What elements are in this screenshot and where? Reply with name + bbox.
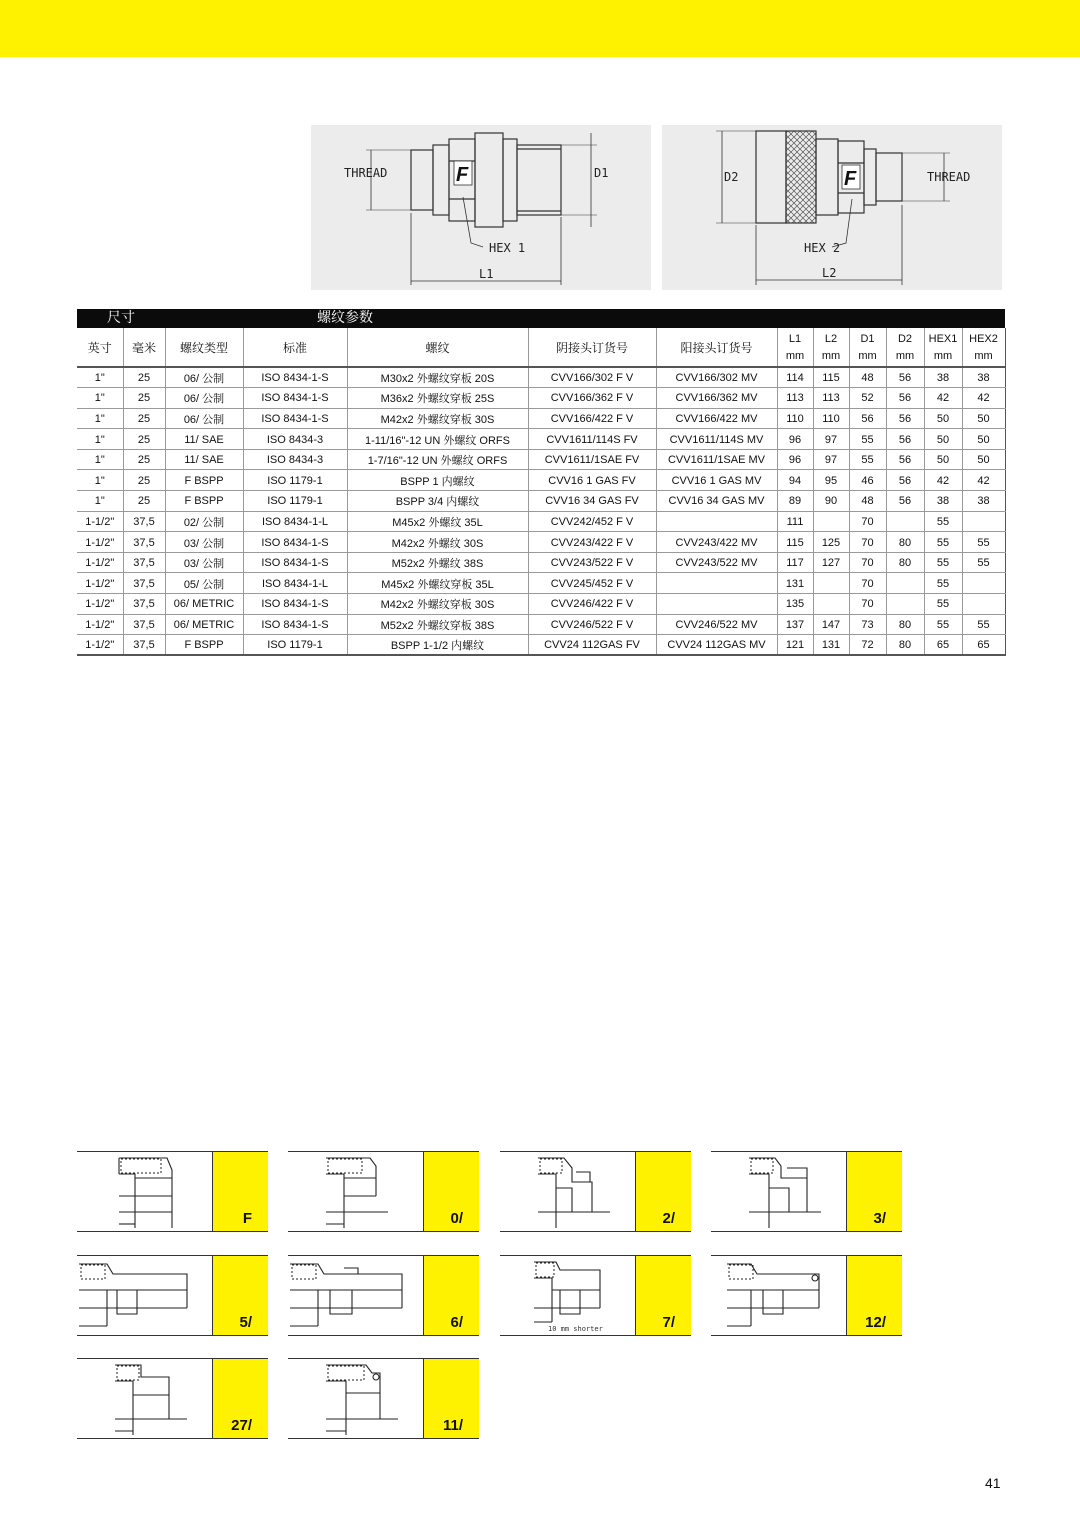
thread-code: 3/	[873, 1210, 886, 1227]
thread-type-card	[500, 1151, 691, 1232]
thread-group-title: 螺纹参数	[317, 310, 373, 326]
table-cell: CVV1611/114S FV	[528, 429, 656, 450]
table-cell: CVV242/452 F V	[528, 511, 656, 532]
table-cell: 70	[849, 573, 886, 594]
col-l1: L1 mm	[777, 328, 813, 367]
col-male-order: 阳接头订货号	[656, 328, 777, 367]
table-cell: 1"	[77, 367, 123, 388]
table-cell: 89	[777, 491, 813, 512]
table-cell: 115	[777, 532, 813, 553]
table-cell: CVV16 34 GAS FV	[528, 491, 656, 512]
table-cell: 50	[924, 429, 962, 450]
table-cell: 117	[777, 552, 813, 573]
table-cell: 97	[813, 429, 849, 450]
table-cell: 1-7/16"-12 UN 外螺纹 ORFS	[347, 449, 528, 470]
table-cell: 25	[123, 388, 165, 409]
table-cell: 38	[924, 367, 962, 388]
table-cell: 115	[813, 367, 849, 388]
col-female-order: 阴接头订货号	[528, 328, 656, 367]
table-cell	[962, 511, 1005, 532]
thread-note: 10 mm shorter	[548, 1325, 603, 1333]
thread-code: 2/	[662, 1210, 675, 1227]
table-cell: 55	[849, 449, 886, 470]
col-mm: 毫米	[123, 328, 165, 367]
table-cell: M30x2 外螺纹穿板 20S	[347, 367, 528, 388]
table-cell: 50	[962, 449, 1005, 470]
table-cell: 1"	[77, 388, 123, 409]
table-cell: 1-1/2"	[77, 511, 123, 532]
table-cell: 55	[924, 511, 962, 532]
table-cell: 11/ SAE	[165, 429, 243, 450]
brand-badge: F	[456, 164, 469, 186]
table-cell: 06/ 公制	[165, 408, 243, 429]
table-cell: CVV1611/1SAE FV	[528, 449, 656, 470]
thread-code: 5/	[239, 1314, 252, 1331]
brand-badge: F	[844, 168, 857, 190]
table-cell: 80	[886, 614, 924, 635]
table-row	[77, 408, 1005, 429]
table-cell: 06/ 公制	[165, 388, 243, 409]
table-cell: M42x2 外螺纹 30S	[347, 532, 528, 553]
table-cell: ISO 8434-1-S	[243, 594, 347, 615]
table-cell: 70	[849, 511, 886, 532]
table-cell: 65	[924, 635, 962, 656]
table-cell: 94	[777, 470, 813, 491]
table-cell: 135	[777, 594, 813, 615]
table-cell: 1-1/2"	[77, 552, 123, 573]
table-cell: ISO 8434-1-S	[243, 388, 347, 409]
table-cell: 06/ METRIC	[165, 594, 243, 615]
table-cell: 1"	[77, 449, 123, 470]
table-cell: 37,5	[123, 552, 165, 573]
table-cell: 1-11/16"-12 UN 外螺纹 ORFS	[347, 429, 528, 450]
table-cell: 80	[886, 552, 924, 573]
table-cell: 50	[924, 449, 962, 470]
table-cell: 70	[849, 532, 886, 553]
table-row	[77, 388, 1005, 409]
table-cell	[813, 573, 849, 594]
thread-code: 6/	[450, 1314, 463, 1331]
header-yellow-band	[0, 0, 1080, 57]
table-cell: ISO 8434-1-L	[243, 573, 347, 594]
thread-type-card	[77, 1151, 268, 1232]
table-cell: M52x2 外螺纹穿板 38S	[347, 614, 528, 635]
table-cell	[886, 594, 924, 615]
table-cell: 55	[924, 614, 962, 635]
table-cell: 50	[924, 408, 962, 429]
table-cell: 06/ METRIC	[165, 614, 243, 635]
thread-code: 11/	[442, 1417, 463, 1434]
table-cell: 90	[813, 491, 849, 512]
table-cell: 70	[849, 552, 886, 573]
table-cell: 56	[886, 491, 924, 512]
thread-code: F	[242, 1210, 252, 1227]
table-cell: ISO 8434-3	[243, 429, 347, 450]
table-cell: CVV166/422 F V	[528, 408, 656, 429]
thread-type-card	[500, 1255, 691, 1336]
table-cell: M42x2 外螺纹穿板 30S	[347, 408, 528, 429]
table-cell: 48	[849, 491, 886, 512]
col-d2: D2 mm	[886, 328, 924, 367]
table-cell: 37,5	[123, 594, 165, 615]
table-cell: 111	[777, 511, 813, 532]
table-cell	[813, 594, 849, 615]
table-cell: 1-1/2"	[77, 635, 123, 656]
table-cell: 25	[123, 367, 165, 388]
table-cell: ISO 8434-1-S	[243, 532, 347, 553]
table-cell: CVV166/302 MV	[656, 367, 777, 388]
table-cell: F BSPP	[165, 635, 243, 656]
col-l2: L2 mm	[813, 328, 849, 367]
table-cell	[656, 573, 777, 594]
table-row	[77, 429, 1005, 450]
table-cell: 50	[962, 429, 1005, 450]
table-cell: 131	[813, 635, 849, 656]
table-cell: 110	[777, 408, 813, 429]
table-cell: CVV246/522 F V	[528, 614, 656, 635]
spec-table	[77, 309, 1005, 656]
table-cell: CVV24 112GAS FV	[528, 635, 656, 656]
thread-code: 12/	[865, 1314, 886, 1331]
table-cell: 38	[962, 491, 1005, 512]
table-cell: 96	[777, 449, 813, 470]
table-cell: 1-1/2"	[77, 614, 123, 635]
table-cell: 55	[849, 429, 886, 450]
table-cell: 95	[813, 470, 849, 491]
table-cell: 46	[849, 470, 886, 491]
table-cell: BSPP 3/4 内螺纹	[347, 491, 528, 512]
col-inch: 英寸	[77, 328, 123, 367]
table-cell: 48	[849, 367, 886, 388]
table-cell: M36x2 外螺纹穿板 25S	[347, 388, 528, 409]
table-row	[77, 614, 1005, 635]
table-cell: 56	[886, 388, 924, 409]
col-thread-type: 螺纹类型	[165, 328, 243, 367]
table-cell: 56	[886, 470, 924, 491]
table-cell: 25	[123, 408, 165, 429]
thread-label: THREAD	[927, 170, 971, 184]
table-cell: M45x2 外螺纹穿板 35L	[347, 573, 528, 594]
hex-label: HEX 1	[489, 241, 526, 255]
table-cell: CVV24 112GAS MV	[656, 635, 777, 656]
table-cell: CVV245/452 F V	[528, 573, 656, 594]
table-cell: 03/ 公制	[165, 532, 243, 553]
table-cell: ISO 8434-1-L	[243, 511, 347, 532]
table-cell: ISO 8434-1-S	[243, 614, 347, 635]
table-row	[77, 552, 1005, 573]
thread-code: 27/	[231, 1417, 252, 1434]
table-cell	[813, 511, 849, 532]
table-cell: 56	[886, 449, 924, 470]
table-cell: 131	[777, 573, 813, 594]
table-cell: ISO 1179-1	[243, 635, 347, 656]
table-cell: 06/ 公制	[165, 367, 243, 388]
table-cell: 42	[924, 388, 962, 409]
table-cell: 137	[777, 614, 813, 635]
length-label: L2	[822, 266, 837, 280]
thread-code: 7/	[662, 1314, 675, 1331]
table-cell: CVV243/522 F V	[528, 552, 656, 573]
thread-type-card	[288, 1358, 479, 1439]
table-cell: ISO 8434-1-S	[243, 552, 347, 573]
table-cell: 113	[813, 388, 849, 409]
table-cell: CVV16 1 GAS MV	[656, 470, 777, 491]
table-row	[77, 449, 1005, 470]
table-cell: 42	[962, 470, 1005, 491]
table-cell: ISO 8434-3	[243, 449, 347, 470]
thread-type-card	[288, 1151, 479, 1232]
table-cell: 11/ SAE	[165, 449, 243, 470]
thread-label: THREAD	[344, 166, 388, 180]
table-cell: 55	[962, 552, 1005, 573]
table-cell: CVV1611/114S MV	[656, 429, 777, 450]
table-cell: 55	[962, 614, 1005, 635]
col-standard: 标准	[243, 328, 347, 367]
table-cell: 114	[777, 367, 813, 388]
table-cell: CVV246/422 F V	[528, 594, 656, 615]
table-cell: M52x2 外螺纹 38S	[347, 552, 528, 573]
table-cell: BSPP 1-1/2 内螺纹	[347, 635, 528, 656]
table-cell: 56	[886, 367, 924, 388]
table-cell: ISO 1179-1	[243, 491, 347, 512]
table-cell: 25	[123, 491, 165, 512]
table-group-header	[77, 309, 1005, 328]
col-thread: 螺纹	[347, 328, 528, 367]
table-row	[77, 470, 1005, 491]
table-cell: 121	[777, 635, 813, 656]
page-number: 41	[985, 1475, 1001, 1491]
table-cell	[962, 594, 1005, 615]
thread-code: 0/	[450, 1210, 463, 1227]
thread-type-card	[288, 1255, 479, 1336]
table-cell: 55	[924, 552, 962, 573]
table-row	[77, 367, 1005, 388]
table-cell: 1-1/2"	[77, 573, 123, 594]
table-cell: 50	[962, 408, 1005, 429]
length-label: L1	[479, 267, 494, 281]
table-cell: 25	[123, 429, 165, 450]
table-cell: 1"	[77, 408, 123, 429]
table-cell: 25	[123, 470, 165, 491]
table-cell: 1"	[77, 491, 123, 512]
female-coupling-drawing	[662, 125, 1002, 290]
diameter-label: D2	[724, 170, 739, 184]
table-cell: BSPP 1 内螺纹	[347, 470, 528, 491]
table-cell: 125	[813, 532, 849, 553]
table-cell: 56	[886, 429, 924, 450]
table-cell: 52	[849, 388, 886, 409]
table-cell: 1-1/2"	[77, 594, 123, 615]
col-hex1: HEX1 mm	[924, 328, 962, 367]
table-cell: 147	[813, 614, 849, 635]
table-cell: ISO 8434-1-S	[243, 408, 347, 429]
table-cell: M42x2 外螺纹穿板 30S	[347, 594, 528, 615]
table-cell: 56	[886, 408, 924, 429]
table-cell: 37,5	[123, 532, 165, 553]
table-cell: 72	[849, 635, 886, 656]
table-cell: 1-1/2"	[77, 532, 123, 553]
male-coupling-drawing	[311, 125, 651, 290]
table-cell: 25	[123, 449, 165, 470]
table-cell: CVV166/302 F V	[528, 367, 656, 388]
table-cell: CVV243/522 MV	[656, 552, 777, 573]
thread-type-card	[77, 1358, 268, 1439]
table-cell: 37,5	[123, 635, 165, 656]
table-cell: F BSPP	[165, 470, 243, 491]
table-cell: CVV1611/1SAE MV	[656, 449, 777, 470]
table-cell	[656, 511, 777, 532]
table-cell: 73	[849, 614, 886, 635]
diameter-label: D1	[594, 166, 609, 180]
table-cell: CVV166/422 MV	[656, 408, 777, 429]
table-cell	[886, 511, 924, 532]
col-d1: D1 mm	[849, 328, 886, 367]
table-cell: 80	[886, 635, 924, 656]
table-header-row	[77, 328, 1005, 367]
table-cell: 37,5	[123, 614, 165, 635]
table-cell: 38	[962, 367, 1005, 388]
table-cell: M45x2 外螺纹 35L	[347, 511, 528, 532]
table-cell: 80	[886, 532, 924, 553]
table-cell: 96	[777, 429, 813, 450]
table-cell: 37,5	[123, 573, 165, 594]
table-cell: 03/ 公制	[165, 552, 243, 573]
table-cell	[962, 573, 1005, 594]
thread-type-card	[77, 1255, 268, 1336]
table-cell: 127	[813, 552, 849, 573]
table-cell: CVV243/422 MV	[656, 532, 777, 553]
table-cell: 55	[924, 594, 962, 615]
col-hex2: HEX2 mm	[962, 328, 1005, 367]
table-cell: 110	[813, 408, 849, 429]
table-cell: CVV166/362 MV	[656, 388, 777, 409]
table-cell: 113	[777, 388, 813, 409]
table-row	[77, 594, 1005, 615]
table-cell: 65	[962, 635, 1005, 656]
table-cell: 37,5	[123, 511, 165, 532]
thread-type-card	[711, 1151, 902, 1232]
table-row	[77, 635, 1005, 656]
table-cell: 55	[924, 573, 962, 594]
table-cell: 55	[962, 532, 1005, 553]
thread-type-card	[711, 1255, 902, 1336]
table-cell: 05/ 公制	[165, 573, 243, 594]
table-cell: 97	[813, 449, 849, 470]
table-cell: CVV246/522 MV	[656, 614, 777, 635]
hex-label: HEX 2	[804, 241, 841, 255]
table-cell: ISO 1179-1	[243, 470, 347, 491]
table-cell: 70	[849, 594, 886, 615]
size-group-title: 尺寸	[107, 310, 135, 326]
table-cell: 1"	[77, 470, 123, 491]
table-cell: 02/ 公制	[165, 511, 243, 532]
table-cell: 42	[962, 388, 1005, 409]
table-cell: 55	[924, 532, 962, 553]
table-cell: ISO 8434-1-S	[243, 367, 347, 388]
table-row	[77, 511, 1005, 532]
table-cell: CVV16 1 GAS FV	[528, 470, 656, 491]
table-cell: 56	[849, 408, 886, 429]
table-row	[77, 573, 1005, 594]
table-cell: CVV243/422 F V	[528, 532, 656, 553]
table-cell: 42	[924, 470, 962, 491]
table-cell: F BSPP	[165, 491, 243, 512]
table-row	[77, 532, 1005, 553]
table-cell: 38	[924, 491, 962, 512]
table-cell: CVV166/362 F V	[528, 388, 656, 409]
table-cell	[656, 594, 777, 615]
table-row	[77, 491, 1005, 512]
table-cell: 1"	[77, 429, 123, 450]
table-cell	[886, 573, 924, 594]
table-cell: CVV16 34 GAS MV	[656, 491, 777, 512]
